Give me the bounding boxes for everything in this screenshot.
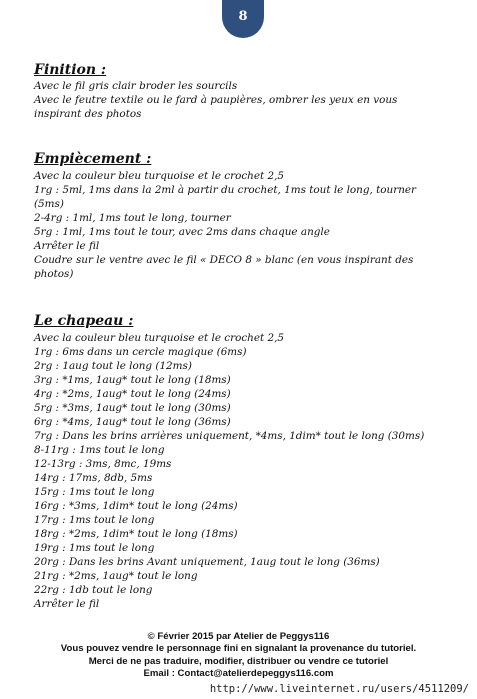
chapeau-line: 5rg : *3ms, 1aug* tout le long (30ms): [34, 402, 231, 414]
footer-line: Merci de ne pas traduire, modifier, distribuer ou vendre ce tutoriel: [88, 655, 389, 667]
chapeau-line: Arrêter le fil: [34, 598, 100, 610]
empiecement-line: 1rg : 5ml, 1ms dans la 2ml à partir du crochet, 1ms tout le long, tourner: [34, 184, 417, 196]
contact-email: Email : Contact@atelierdepeggys116.com: [143, 668, 334, 680]
empiecement-line: Avec la couleur bleu turquoise et le crochet 2,5: [34, 170, 285, 182]
finition-line: Avec le fil gris clair broder les sourcils: [34, 80, 238, 92]
empiecement-heading: Empiècement :: [34, 151, 152, 167]
chapeau-line: 6rg : *4ms, 1aug* tout le long (36ms): [34, 416, 231, 428]
finition-line: Avec le feutre textile ou le fard à paupières, ombrer les yeux en vous: [34, 94, 398, 106]
chapeau-line: 22rg : 1db tout le long: [34, 584, 153, 596]
page-footer: [0, 631, 477, 681]
empiecement-line: photos): [34, 268, 74, 280]
source-watermark: http://www.liveinternet.ru/users/4511209/: [209, 683, 469, 695]
empiecement-line: 2-4rg : 1ml, 1ms tout le long, tourner: [34, 212, 231, 224]
chapeau-line: 12-13rg : 3ms, 8mc, 19ms: [34, 458, 172, 470]
empiecement-line: Coudre sur le ventre avec le fil « DECO 8 » blanc (en vous inspirant des: [34, 254, 414, 266]
chapeau-line: 8-11rg : 1ms tout le long: [34, 444, 165, 456]
empiecement-line: (5ms): [34, 198, 64, 210]
empiecement-line: Arrêter le fil: [34, 240, 100, 252]
chapeau-line: 21rg : *2ms, 1aug* tout le long: [34, 570, 198, 582]
copyright-line: © Février 2015 par Atelier de Peggys116: [147, 631, 330, 642]
page-number-badge: 8: [222, 0, 264, 38]
chapeau-line: 1rg : 6ms dans un cercle magique (6ms): [34, 346, 247, 358]
chapeau-line: 4rg : *2ms, 1aug* tout le long (24ms): [34, 388, 231, 400]
finition-line: inspirant des photos: [34, 108, 142, 120]
chapeau-heading: Le chapeau :: [34, 313, 134, 329]
chapeau-line: 2rg : 1aug tout le long (12ms): [34, 360, 192, 372]
empiecement-line: 5rg : 1ml, 1ms tout le tour, avec 2ms dans chaque angle: [34, 226, 330, 238]
chapeau-line: 15rg : 1ms tout le long: [34, 486, 155, 498]
chapeau-line: 17rg : 1ms tout le long: [34, 514, 155, 526]
chapeau-line: Avec la couleur bleu turquoise et le crochet 2,5: [34, 332, 285, 344]
chapeau-line: 19rg : 1ms tout le long: [34, 542, 155, 554]
chapeau-line: 7rg : Dans les brins arrières uniquement, *4ms, 1dim* tout le long (30ms): [34, 430, 425, 442]
chapeau-line: 3rg : *1ms, 1aug* tout le long (18ms): [34, 374, 231, 386]
chapeau-line: 18rg : *2ms, 1dim* tout le long (18ms): [34, 528, 238, 540]
chapeau-line: 20rg : Dans les brins Avant uniquement, 1aug tout le long (36ms): [34, 556, 380, 568]
chapeau-line: 16rg : *3ms, 1dim* tout le long (24ms): [34, 500, 238, 512]
footer-line: Vous pouvez vendre le personnage fini en signalant la provenance du tutoriel.: [60, 643, 417, 655]
chapeau-line: 14rg : 17ms, 8db, 5ms: [34, 472, 153, 484]
finition-heading: Finition :: [34, 62, 107, 78]
